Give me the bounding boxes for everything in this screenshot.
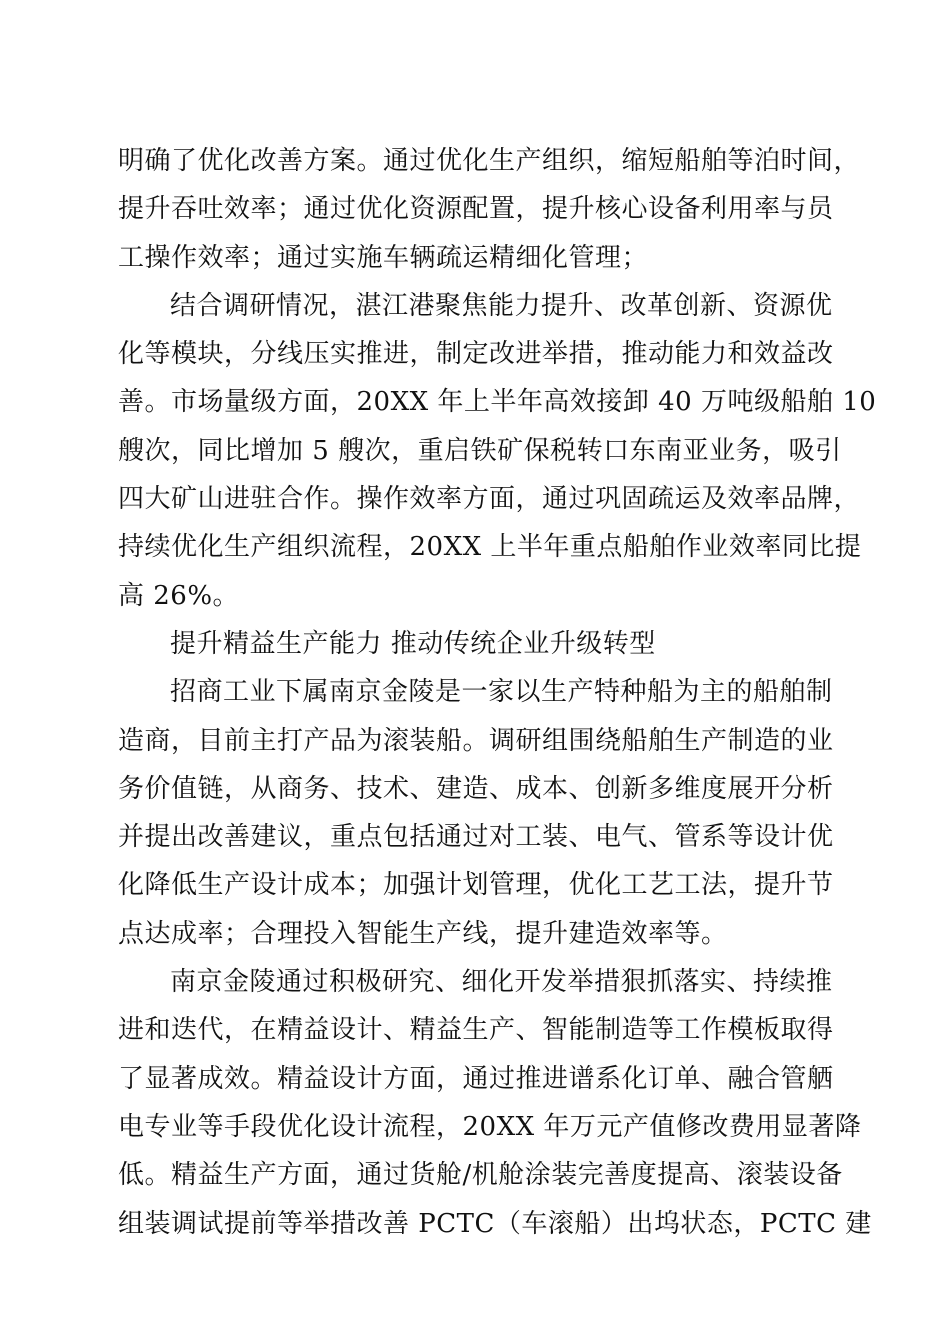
- text-line: 高 26%。: [118, 580, 240, 611]
- text-line: 点达成率；合理投入智能生产线，提升建造效率等。: [118, 918, 728, 949]
- section-heading: 提升精益生产能力 推动传统企业升级转型: [170, 628, 656, 659]
- text-line: 提升吞吐效率；通过优化资源配置，提升核心设备利用率与员: [118, 194, 834, 225]
- text-line: 善。市场量级方面，20XX 年上半年高效接卸 40 万吨级船舶 10: [118, 387, 877, 418]
- text-line: 造商，目前主打产品为滚装船。调研组围绕船舶生产制造的业: [118, 725, 834, 756]
- paragraph-start-line: 结合调研情况，湛江港聚焦能力提升、改革创新、资源优: [170, 290, 833, 321]
- text-line: 低。精益生产方面，通过货舱/机舱涂装完善度提高、滚装设备: [118, 1160, 843, 1191]
- text-line: 进和迭代，在精益设计、精益生产、智能制造等工作模板取得: [118, 1015, 834, 1046]
- paragraph-start-line: 招商工业下属南京金陵是一家以生产特种船为主的船舶制: [170, 677, 833, 708]
- text-line: 艘次，同比增加 5 艘次，重启铁矿保税转口东南亚业务，吸引: [118, 435, 842, 466]
- paragraph-start-line: 南京金陵通过积极研究、细化开发举措狠抓落实、持续推: [170, 967, 833, 998]
- text-line: 并提出改善建议，重点包括通过对工装、电气、管系等设计优: [118, 822, 834, 853]
- text-line: 化降低生产设计成本；加强计划管理，优化工艺工法，提升节: [118, 870, 834, 901]
- text-line: 组装调试提前等举措改善 PCTC（车滚船）出坞状态，PCTC 建: [118, 1208, 872, 1239]
- text-line: 持续优化生产组织流程，20XX 上半年重点船舶作业效率同比提: [118, 532, 862, 563]
- document-body: [118, 137, 877, 1248]
- text-line: 工操作效率；通过实施车辆疏运精细化管理；: [118, 242, 649, 273]
- text-line: 电专业等手段优化设计流程，20XX 年万元产值修改费用显著降: [118, 1111, 862, 1142]
- text-line: 务价值链，从商务、技术、建造、成本、创新多维度展开分析: [118, 773, 834, 804]
- text-line: 化等模块，分线压实推进，制定改进举措，推动能力和效益改: [118, 339, 834, 370]
- text-line: 四大矿山进驻合作。操作效率方面，通过巩固疏运及效率品牌，: [118, 484, 861, 515]
- text-line: 明确了优化改善方案。通过优化生产组织，缩短船舶等泊时间，: [118, 146, 861, 176]
- text-line: 了显著成效。精益设计方面，通过推进谱系化订单、融合管舾: [118, 1063, 834, 1094]
